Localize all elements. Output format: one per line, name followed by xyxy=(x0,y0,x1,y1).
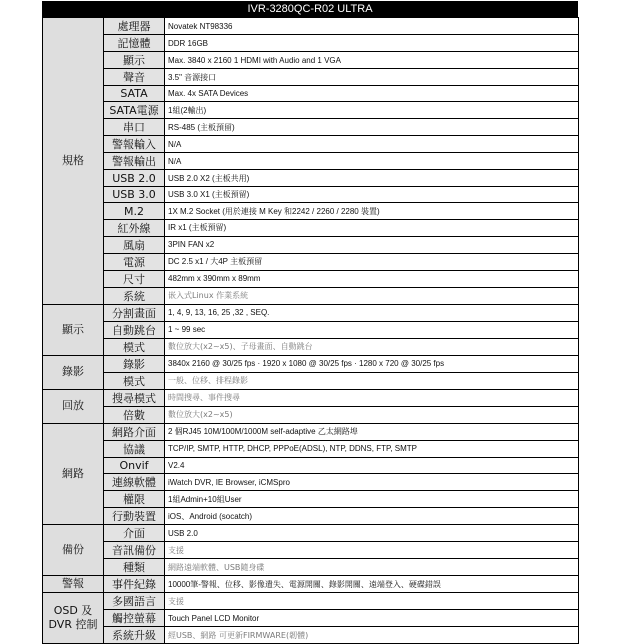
spec-row xyxy=(43,219,579,236)
spec-value: TCP/IP, SMTP, HTTP, DHCP, PPPoE(ADSL), NTP, DDNS, FTP, SMTP xyxy=(165,440,579,457)
spec-label: 觸控螢幕 xyxy=(104,610,165,627)
spec-row xyxy=(43,542,579,559)
spec-row xyxy=(43,525,579,542)
spec-row xyxy=(43,304,579,321)
spec-row xyxy=(43,610,579,627)
spec-value: 支援 xyxy=(165,542,579,559)
spec-row xyxy=(43,491,579,508)
spec-value: 1X M.2 Socket (用於連接 M Key 和2242 / 2260 / 2280 裝置) xyxy=(165,203,579,219)
spec-label: 協議 xyxy=(104,440,165,457)
spec-value: 經USB、網路 可更新FIRMWARE(韌體) xyxy=(165,627,579,644)
section-category: 警報 xyxy=(43,576,104,593)
spec-label: SATA xyxy=(104,86,165,102)
section-category: 網路 xyxy=(43,423,104,524)
spec-value: USB 2.0 X2 (主板共用) xyxy=(165,170,579,186)
product-title: IVR-3280QC-R02 ULTRA xyxy=(42,1,578,17)
spec-label: 尺寸 xyxy=(104,270,165,287)
spec-row xyxy=(43,440,579,457)
spec-row xyxy=(43,559,579,576)
spec-table xyxy=(42,17,579,644)
spec-label: 聲音 xyxy=(104,69,165,86)
spec-label: 行動裝置 xyxy=(104,508,165,525)
spec-row xyxy=(43,338,579,355)
spec-value: IR x1 (主板預留) xyxy=(165,219,579,236)
spec-label: 警報輸出 xyxy=(104,153,165,170)
spec-label: 系統升級 xyxy=(104,627,165,644)
spec-label: 系統 xyxy=(104,287,165,304)
spec-row xyxy=(43,18,579,35)
spec-row xyxy=(43,355,579,372)
spec-value: 1, 4, 9, 13, 16, 25 ,32 , SEQ. xyxy=(165,304,579,321)
spec-row xyxy=(43,136,579,153)
spec-label: 紅外線 xyxy=(104,219,165,236)
spec-value: iWatch DVR, IE Browser, iCMSpro xyxy=(165,474,579,491)
spec-label: 錄影 xyxy=(104,355,165,372)
spec-row xyxy=(43,406,579,423)
spec-label: 權限 xyxy=(104,491,165,508)
spec-row xyxy=(43,52,579,69)
spec-value: 3.5" 音源接口 xyxy=(165,69,579,86)
spec-label: 風扇 xyxy=(104,236,165,253)
spec-row xyxy=(43,253,579,270)
spec-label: 連線軟體 xyxy=(104,474,165,491)
spec-value: 數位放大(x2~x5) xyxy=(165,406,579,423)
spec-row xyxy=(43,236,579,253)
spec-value: Novatek NT98336 xyxy=(165,18,579,35)
spec-value: DC 2.5 x1 / 大4P 主板預留 xyxy=(165,253,579,270)
section-category: OSD 及 DVR 控制 xyxy=(43,593,104,644)
spec-value: RS-485 (主板預留) xyxy=(165,119,579,136)
spec-value: DDR 16GB xyxy=(165,35,579,52)
spec-label: 介面 xyxy=(104,525,165,542)
spec-label: 事件紀錄 xyxy=(104,576,165,593)
spec-label: 警報輸入 xyxy=(104,136,165,153)
spec-row xyxy=(43,372,579,389)
spec-value: 1組Admin+10組User xyxy=(165,491,579,508)
spec-row xyxy=(43,119,579,136)
spec-label: 多國語言 xyxy=(104,593,165,610)
spec-value: Max. 3840 x 2160 1 HDMI with Audio and 1 VGA xyxy=(165,52,579,69)
spec-value: 一般、位移、排程錄影 xyxy=(165,372,579,389)
spec-row xyxy=(43,69,579,86)
spec-label: 網路介面 xyxy=(104,423,165,440)
spec-value: 482mm x 390mm x 89mm xyxy=(165,270,579,287)
spec-value: 數位放大(x2~x5)、子母畫面、自動跳台 xyxy=(165,338,579,355)
section-category: 顯示 xyxy=(43,304,104,355)
spec-row xyxy=(43,389,579,406)
spec-value: USB 2.0 xyxy=(165,525,579,542)
spec-label: 種類 xyxy=(104,559,165,576)
spec-row xyxy=(43,423,579,440)
spec-row xyxy=(43,35,579,52)
spec-value: 1 ~ 99 sec xyxy=(165,321,579,338)
spec-value: USB 3.0 X1 (主板預留) xyxy=(165,186,579,202)
spec-row xyxy=(43,270,579,287)
section-category: 規格 xyxy=(43,18,104,305)
spec-label: Onvif xyxy=(104,457,165,473)
spec-value: 支援 xyxy=(165,593,579,610)
spec-row xyxy=(43,186,579,202)
section-category: 回放 xyxy=(43,389,104,423)
spec-row xyxy=(43,508,579,525)
spec-row xyxy=(43,102,579,119)
spec-row xyxy=(43,287,579,304)
spec-value: V2.4 xyxy=(165,457,579,473)
spec-label: 分割畫面 xyxy=(104,304,165,321)
spec-value: 10000筆-警報、位移、影像遺失、電源開關、錄影開關、遠端登入、硬碟錯誤 xyxy=(165,576,579,593)
spec-value: Touch Panel LCD Monitor xyxy=(165,610,579,627)
spec-label: 模式 xyxy=(104,372,165,389)
spec-value: Max. 4x SATA Devices xyxy=(165,86,579,102)
spec-label: 倍數 xyxy=(104,406,165,423)
spec-row xyxy=(43,203,579,219)
spec-row xyxy=(43,474,579,491)
spec-label: 串口 xyxy=(104,119,165,136)
spec-value: iOS、Android (socatch) xyxy=(165,508,579,525)
spec-label: USB 2.0 xyxy=(104,170,165,186)
spec-value: 1組(2輸出) xyxy=(165,102,579,119)
spec-value: 3PIN FAN x2 xyxy=(165,236,579,253)
spec-row xyxy=(43,321,579,338)
section-category: 備份 xyxy=(43,525,104,576)
spec-label: 音訊備份 xyxy=(104,542,165,559)
spec-value: 時間搜尋、事件搜尋 xyxy=(165,389,579,406)
spec-label: USB 3.0 xyxy=(104,186,165,202)
spec-label: 模式 xyxy=(104,338,165,355)
spec-label: 顯示 xyxy=(104,52,165,69)
spec-label: 記憶體 xyxy=(104,35,165,52)
spec-value: N/A xyxy=(165,153,579,170)
spec-row xyxy=(43,153,579,170)
spec-row xyxy=(43,627,579,644)
spec-label: M.2 xyxy=(104,203,165,219)
spec-row xyxy=(43,576,579,593)
spec-value: 網路遠端軟體、USB隨身碟 xyxy=(165,559,579,576)
spec-label: SATA電源 xyxy=(104,102,165,119)
spec-value: 2 個RJ45 10M/100M/1000M self-adaptive 乙太網路埠 xyxy=(165,423,579,440)
spec-row xyxy=(43,170,579,186)
spec-label: 處理器 xyxy=(104,18,165,35)
spec-row xyxy=(43,593,579,610)
section-category: 錄影 xyxy=(43,355,104,389)
spec-label: 自動跳台 xyxy=(104,321,165,338)
spec-row xyxy=(43,457,579,473)
spec-value: 3840x 2160 @ 30/25 fps · 1920 x 1080 @ 30/25 fps · 1280 x 720 @ 30/25 fps xyxy=(165,355,579,372)
spec-label: 搜尋模式 xyxy=(104,389,165,406)
spec-label: 電源 xyxy=(104,253,165,270)
spec-row xyxy=(43,86,579,102)
spec-value: 嵌入式Linux 作業系統 xyxy=(165,287,579,304)
spec-value: N/A xyxy=(165,136,579,153)
